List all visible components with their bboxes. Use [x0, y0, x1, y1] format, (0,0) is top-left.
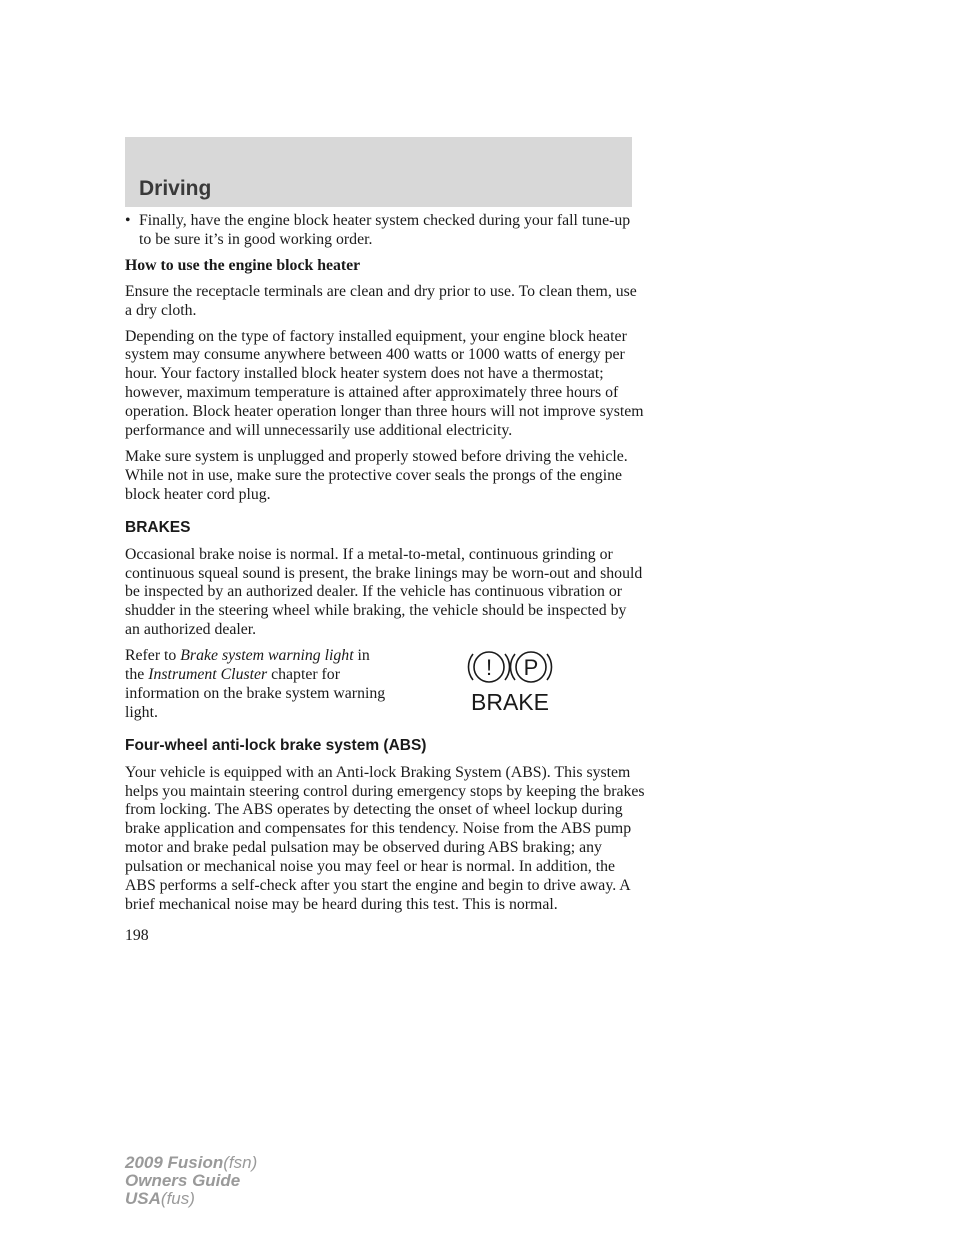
paragraph-abs: Your vehicle is equipped with an Anti-lock Braking System (ABS). This system helps you maintain steering control during emergency stops by keeping the brakes from locking. The ABS operates by detecting the onset of wheel lockup during brake application and compensates for this tendency. Noise from the ABS pump motor and brake pedal pulsation may be observed during ABS braking; any pulsation or mechanical noise you may feel or hear is normal. In addition, the ABS performs a self-check after you start the engine and begin to drive away. A brief mechanical noise may be heard during this test. This is normal. [125, 763, 645, 913]
footer-line-guide [125, 1172, 257, 1190]
bullet-text: Finally, have the engine block heater system checked during your fall tune-up to be sure it’s in good working order. [139, 212, 631, 248]
brake-icon-label: BRAKE [471, 689, 549, 714]
brake-icon-parking: P [523, 655, 539, 681]
page-content [125, 212, 645, 946]
section-header-band [125, 137, 632, 207]
footer-identifier [125, 1154, 257, 1208]
page-number: 198 [125, 926, 149, 944]
subheading-block-heater: How to use the engine block heater [125, 256, 361, 274]
heading-brakes: BRAKES [125, 518, 191, 536]
brake-icon-exclamation: ! [485, 655, 493, 681]
reference-instrument-cluster: Instrument Cluster [148, 666, 268, 684]
section-title: Driving [139, 177, 212, 200]
reference-brake-warning-light: Brake system warning light [180, 647, 354, 665]
footer-guide: Owners Guide [125, 1171, 241, 1190]
footer-market-code: (fus) [160, 1189, 195, 1208]
reference-suffix: chapter for information on the brake system warning light. [125, 666, 386, 721]
heading-abs: Four-wheel anti-lock brake system (ABS) [125, 736, 427, 754]
paragraph-clean-terminals: Ensure the receptacle terminals are clean and dry prior to use. To clean them, use a dry cloth. [125, 282, 637, 319]
footer-model: 2009 Fusion [125, 1153, 224, 1172]
footer-line-model [125, 1154, 257, 1172]
paragraph-brake-noise: Occasional brake noise is normal. If a metal-to-metal, continuous grinding or continuous squeal sound is present, the brake linings may be worn-out and should be inspected by an authorized dealer. If the vehicle has continuous vibration or shudder in the steering wheel while braking, the vehicle should be inspected by an authorized dealer. [125, 545, 643, 639]
reference-text [125, 647, 390, 723]
bullet-dot: • [125, 212, 131, 229]
bullet-item [125, 212, 645, 250]
footer-line-market [125, 1190, 257, 1208]
footer-model-code: (fsn) [223, 1153, 258, 1172]
brake-warning-icon [460, 649, 560, 713]
paragraph-energy-use: Depending on the type of factory installed equipment, your engine block heater system may consume anywhere between 400 watts or 1000 watts of energy per hour. Your factory installed block heater system does not have a thermostat; however, maximum temperature is attained after approximately three hours of operation. Block heater operation longer than three hours will not improve system performance and will unnecessarily use additional electricity. [125, 327, 644, 440]
reference-middle: in the [125, 647, 370, 684]
footer-market: USA [125, 1189, 161, 1208]
brake-warning-reference [125, 647, 645, 723]
reference-prefix: Refer to [125, 647, 181, 665]
paragraph-unplug: Make sure system is unplugged and properly stowed before driving the vehicle. While not in use, make sure the protective cover seals the prongs of the engine block heater cord plug. [125, 447, 628, 503]
